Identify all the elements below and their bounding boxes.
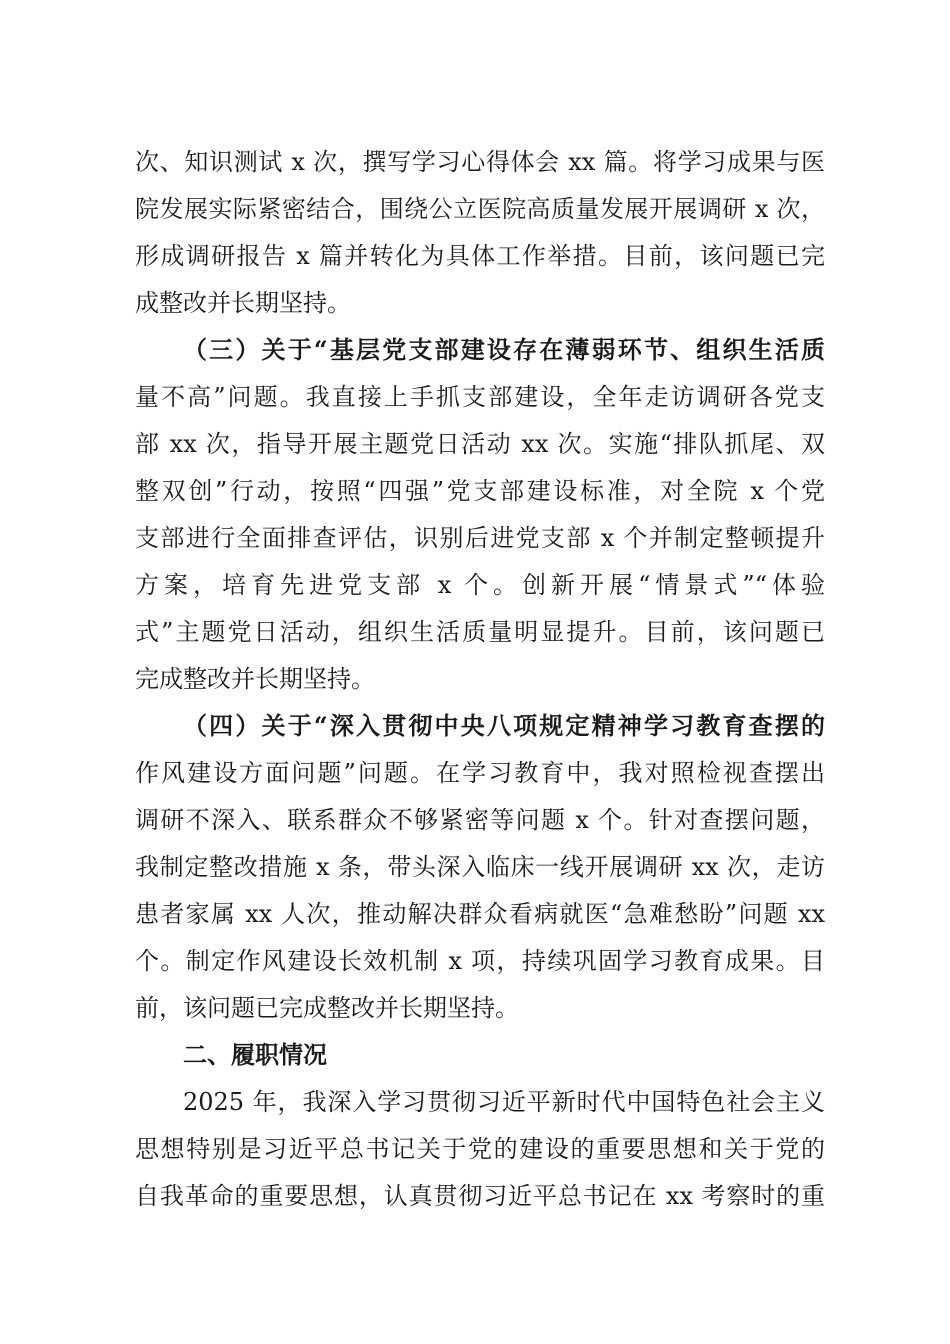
paragraph-line: 调研不深入、联系群众不够紧密等问题 x 个。针对查摆问题， — [135, 806, 825, 834]
paragraph-line: 前，该问题已完成整改并长期坚持。 — [135, 994, 519, 1022]
paragraph-line: 患者家属 xx 人次，推动解决群众看病就医“急难愁盼”问题 xx — [135, 900, 825, 928]
paragraph-line: 成整改并长期坚持。 — [135, 289, 351, 317]
paragraph-line: 式”主题党日活动，组织生活质量明显提升。目前，该问题已 — [135, 618, 825, 646]
paragraph-line: 院发展实际紧密结合，围绕公立医院高质量发展开展调研 x 次， — [135, 195, 825, 223]
paragraph-line: 作风建设方面问题”问题。在学习教育中，我对照检视查摆出 — [135, 759, 825, 787]
paragraph-line: 我制定整改措施 x 条，带头深入临床一线开展调研 xx 次，走访 — [135, 853, 825, 881]
paragraph-line: 个。制定作风建设长效机制 x 项，持续巩固学习教育成果。目 — [135, 947, 825, 975]
paragraph-line: 量不高”问题。我直接上手抓支部建设，全年走访调研各党支 — [135, 383, 825, 411]
paragraph-line: 自我革命的重要思想，认真贯彻习近平总书记在 xx 考察时的重 — [135, 1182, 825, 1210]
item-three-title-line: （三）关于“基层党支部建设存在薄弱环节、组织生活质 — [183, 335, 825, 364]
item-four-title-line: （四）关于“深入贯彻中央八项规定精神学习教育查摆的 — [183, 711, 825, 740]
paragraph-line: 次、知识测试 x 次，撰写学习心得体会 xx 篇。将学习成果与医 — [135, 148, 825, 176]
paragraph-line: 形成调研报告 x 篇并转化为具体工作举措。目前，该问题已完 — [135, 242, 825, 270]
paragraph-line: 思想特别是习近平总书记关于党的建设的重要思想和关于党的 — [135, 1135, 825, 1163]
paragraph-line: 部 xx 次，指导开展主题党日活动 xx 次。实施“排队抓尾、双 — [135, 430, 825, 458]
paragraph-line: 方案，培育先进党支部 x 个。创新开展“情景式”“体验 — [135, 571, 825, 599]
paragraph-line: 支部进行全面排查评估，识别后进党支部 x 个并制定整顿提升 — [135, 524, 825, 552]
paragraph-line: 整双创”行动，按照“四强”党支部建设标准，对全院 x 个党 — [135, 477, 825, 505]
section-heading: 二、履职情况 — [183, 1041, 327, 1069]
paragraph-line: 2025 年，我深入学习贯彻习近平新时代中国特色社会主义 — [183, 1088, 825, 1116]
paragraph-line: 完成整改并长期坚持。 — [135, 665, 375, 693]
